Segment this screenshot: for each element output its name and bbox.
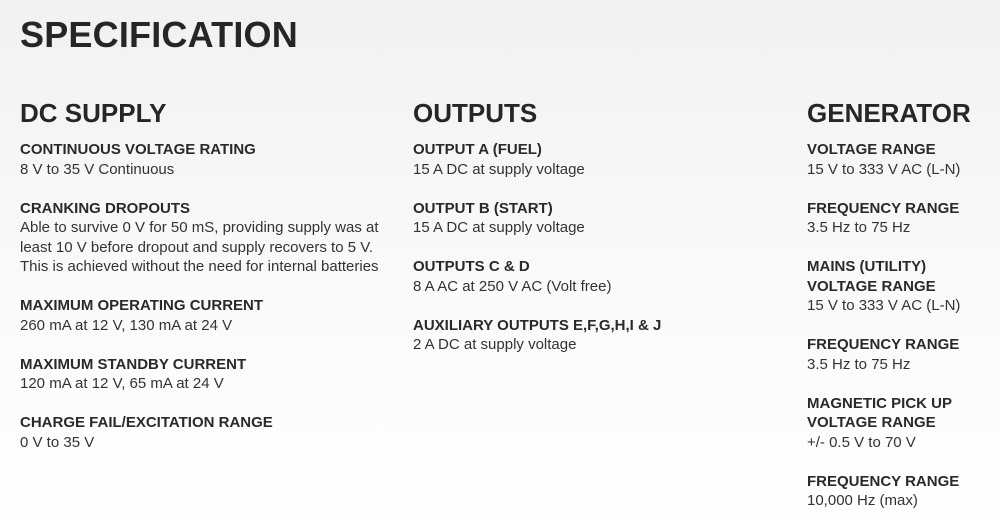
spec-continuous-voltage-rating	[20, 140, 390, 179]
spec-label: OUTPUTS C & D	[413, 258, 530, 275]
spec-value: 15 V to 333 V AC (L-N)	[807, 160, 961, 178]
spec-value: 15 A DC at supply voltage	[413, 219, 585, 236]
generator-heading: GENERATOR	[807, 98, 971, 128]
spec-label: OUTPUT B (START)	[413, 199, 553, 217]
spec-maximum-operating-current	[20, 296, 390, 335]
spec-generator-voltage-range	[807, 140, 997, 179]
spec-mains-voltage-range	[807, 257, 997, 316]
spec-value: 8 V to 35 V Continuous	[20, 160, 175, 178]
spec-output-b-start	[413, 199, 743, 238]
spec-label-line-2: VOLTAGE RANGE	[807, 414, 936, 431]
spec-magnetic-pickup-voltage-range	[807, 394, 997, 453]
spec-maximum-standby-current	[20, 355, 390, 394]
spec-label: FREQUENCY RANGE	[807, 472, 960, 490]
dc-supply-column	[20, 98, 390, 472]
page-title: SPECIFICATION	[20, 14, 298, 55]
spec-value: 8 A AC at 250 V AC (Volt free)	[413, 277, 612, 295]
spec-label: CHARGE FAIL/EXCITATION RANGE	[20, 414, 273, 431]
outputs-heading: OUTPUTS	[413, 98, 538, 128]
spec-value: 15 V to 333 V AC (L-N)	[807, 297, 961, 314]
spec-label: CRANKING DROPOUTS	[20, 199, 191, 217]
generator-column	[807, 98, 997, 530]
spec-value: 10,000 Hz (max)	[807, 492, 918, 509]
spec-magnetic-pickup-frequency-range	[807, 472, 997, 511]
spec-cranking-dropouts	[20, 199, 390, 277]
spec-value: 260 mA at 12 V, 130 mA at 24 V	[20, 316, 233, 334]
spec-value: +/- 0.5 V to 70 V	[807, 433, 916, 451]
spec-outputs-c-d	[413, 257, 743, 296]
spec-label: MAXIMUM OPERATING CURRENT	[20, 297, 264, 314]
spec-mains-frequency-range	[807, 335, 997, 374]
spec-label: MAXIMUM STANDBY CURRENT	[20, 355, 247, 373]
spec-label-line-2: VOLTAGE RANGE	[807, 277, 936, 295]
spec-label: FREQUENCY RANGE	[807, 336, 960, 353]
spec-value: 120 mA at 12 V, 65 mA at 24 V	[20, 375, 224, 392]
spec-value: 0 V to 35 V	[20, 433, 95, 451]
outputs-column	[413, 98, 743, 374]
spec-value: 15 A DC at supply voltage	[413, 160, 585, 178]
spec-value: 3.5 Hz to 75 Hz	[807, 355, 911, 373]
spec-label: CONTINUOUS VOLTAGE RATING	[20, 141, 256, 158]
spec-label: MAINS (UTILITY)	[807, 258, 927, 275]
spec-label: AUXILIARY OUTPUTS E,F,G,H,I & J	[413, 316, 662, 334]
spec-value: Able to survive 0 V for 50 mS, providing supply was at least 10 V before dropout and supply recovers to 5 V. This is achieved without the need for internal batteries	[20, 219, 379, 275]
spec-auxiliary-outputs	[413, 316, 743, 355]
spec-value: 2 A DC at supply voltage	[413, 336, 577, 353]
spec-output-a-fuel	[413, 140, 743, 179]
spec-value: 3.5 Hz to 75 Hz	[807, 219, 911, 236]
spec-charge-fail-excitation-range	[20, 413, 390, 452]
spec-generator-frequency-range	[807, 199, 997, 238]
spec-label: VOLTAGE RANGE	[807, 141, 936, 158]
dc-supply-heading: DC SUPPLY	[20, 98, 167, 128]
spec-label: OUTPUT A (FUEL)	[413, 141, 542, 158]
spec-label: MAGNETIC PICK UP	[807, 394, 953, 412]
spec-label: FREQUENCY RANGE	[807, 199, 960, 217]
